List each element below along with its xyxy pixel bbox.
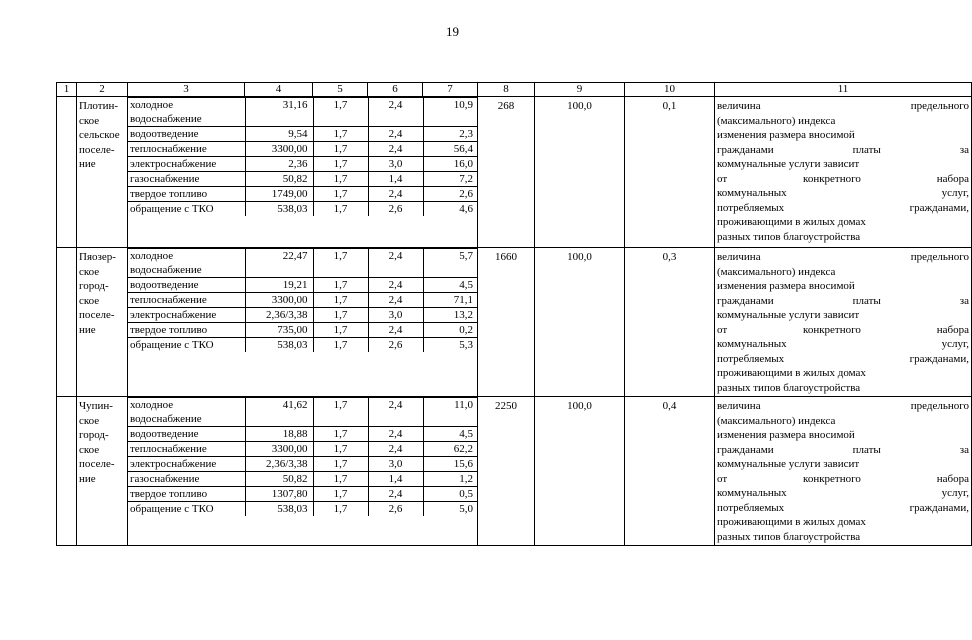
value-col5: 1,7 [313,308,368,323]
description-word: за [959,143,969,156]
value-col6: 2,4 [368,293,423,308]
service-name: твердое топливо [128,487,245,502]
description-line [717,186,969,201]
description-line [717,201,969,216]
description-line: разных типов благоустройства [717,530,861,543]
description-word: предельного [910,100,969,112]
value-col8: 2250 [478,397,535,546]
description-word: предельного [910,400,969,412]
description-word: величина [717,100,761,112]
service-row [128,323,478,338]
service-name: электроснабжение [128,308,245,323]
value-col7: 4,5 [423,278,478,293]
description-cell [715,397,972,546]
value-col6: 2,6 [368,502,423,517]
description-word: величина [717,400,761,412]
settlement-row [57,397,972,546]
description-cell [715,97,972,248]
value-col7: 5,7 [423,249,478,278]
description-line: проживающими в жилых домах [717,216,866,228]
header-cell: 1 [57,83,77,97]
value-col4: 22,47 [245,249,313,278]
service-name: обращение с ТКО [128,502,245,517]
description-line: изменения размера вносимой [717,429,855,441]
header-cell: 3 [128,83,245,97]
description-word: от [717,472,728,485]
value-col7: 1,2 [423,472,478,487]
value-col4: 1307,80 [245,487,313,502]
settlement-name: Чупин- ское город- ское поселе- ние [79,400,115,485]
description-line [717,143,969,158]
value-col4: 1749,00 [245,187,313,202]
service-name: твердое топливо [128,187,245,202]
value-col9: 100,0 [535,397,625,546]
value-col7: 71,1 [423,293,478,308]
value-col5: 1,7 [313,442,368,457]
description-line [717,486,969,501]
value-col4: 50,82 [245,172,313,187]
description-word: гражданами [717,443,774,456]
value-col6: 3,0 [368,457,423,472]
description-word: конкретного [803,172,861,185]
value-col7: 5,3 [423,338,478,353]
header-cell: 8 [478,83,535,97]
settlement-name-cell [77,248,128,397]
description-line: (максимального) индекса [717,265,836,278]
value-col5: 1,7 [313,127,368,142]
header-cell: 10 [625,83,715,97]
value-col4: 2,36/3,38 [245,308,313,323]
description-word: гражданами, [909,352,969,365]
value-col5: 1,7 [313,249,368,278]
value-col4: 31,16 [245,98,313,127]
value-col7: 56,4 [423,142,478,157]
description-line: коммунальные услуги зависит [717,458,860,470]
service-name: обращение с ТКО [128,338,245,353]
service-row [128,398,478,427]
value-col6: 2,4 [368,187,423,202]
service-row [128,98,478,127]
description-word: потребляемых [717,501,785,514]
services-table [128,248,478,352]
value-col4: 19,21 [245,278,313,293]
value-col10: 0,3 [625,248,715,397]
value-col5: 1,7 [313,293,368,308]
value-col6: 1,4 [368,472,423,487]
value-col7: 11,0 [423,398,478,427]
value-col4: 3300,00 [245,142,313,157]
row-number-cell [57,97,77,248]
service-row [128,457,478,472]
value-col6: 2,4 [368,398,423,427]
header-cell: 2 [77,83,128,97]
value-col7: 15,6 [423,457,478,472]
service-row [128,187,478,202]
value-col5: 1,7 [313,172,368,187]
value-col10: 0,4 [625,397,715,546]
description-line: коммунальные услуги зависит [717,158,860,170]
value-col6: 3,0 [368,308,423,323]
description-line: проживающими в жилых домах [717,367,866,379]
description-word: гражданами [717,143,774,156]
value-col6: 2,4 [368,323,423,338]
description-line [717,472,969,487]
value-col5: 1,7 [313,472,368,487]
value-col5: 1,7 [313,278,368,293]
value-col5: 1,7 [313,338,368,353]
description-word: набора [936,472,969,485]
value-col5: 1,7 [313,502,368,517]
description-word: коммунальных [717,338,787,350]
value-col7: 62,2 [423,442,478,457]
service-name: водоотведение [128,427,245,442]
value-col6: 2,4 [368,278,423,293]
value-col4: 2,36/3,38 [245,457,313,472]
value-col5: 1,7 [313,323,368,338]
description-line: разных типов благоустройства [717,230,861,243]
row-number-cell [57,248,77,397]
page-number: 19 [446,24,459,39]
description-word: гражданами, [909,501,969,514]
value-col4: 18,88 [245,427,313,442]
services-table [128,97,478,216]
service-row [128,249,478,278]
service-name: холодное водоснабжение [128,98,245,127]
settlement-row [57,248,972,397]
service-row [128,487,478,502]
value-col7: 10,9 [423,98,478,127]
description-word: потребляемых [717,352,785,365]
value-col8: 1660 [478,248,535,397]
description-line [717,172,969,187]
description-line: коммунальные услуги зависит [717,309,860,321]
description-word: коммунальных [717,487,787,499]
header-cell: 11 [715,83,972,97]
value-col6: 2,6 [368,338,423,353]
value-col7: 2,3 [423,127,478,142]
value-col5: 1,7 [313,457,368,472]
service-row [128,442,478,457]
header-cell: 9 [535,83,625,97]
description-line: изменения размера вносимой [717,129,855,141]
service-name: холодное водоснабжение [128,398,245,427]
service-name: электроснабжение [128,457,245,472]
description-line [717,399,969,414]
value-col5: 1,7 [313,202,368,217]
value-col7: 13,2 [423,308,478,323]
value-col5: 1,7 [313,398,368,427]
value-col5: 1,7 [313,98,368,127]
value-col10: 0,1 [625,97,715,248]
service-row [128,142,478,157]
value-col4: 538,03 [245,502,313,517]
value-col4: 3300,00 [245,442,313,457]
description-line [717,99,969,114]
services-table [128,397,478,516]
value-col6: 2,4 [368,142,423,157]
description-line: изменения размера вносимой [717,280,855,292]
service-row [128,338,478,353]
service-name: газоснабжение [128,172,245,187]
header-row [57,83,972,97]
service-row [128,427,478,442]
description-word: набора [936,172,969,185]
description-word: набора [936,323,969,336]
value-col4: 41,62 [245,398,313,427]
description-word: платы [852,443,881,456]
header-cell: 7 [423,83,478,97]
value-col9: 100,0 [535,248,625,397]
value-col7: 0,2 [423,323,478,338]
description-word: за [959,294,969,307]
settlement-name-cell [77,397,128,546]
service-row [128,157,478,172]
value-col4: 3300,00 [245,293,313,308]
service-name: теплоснабжение [128,442,245,457]
service-name: электроснабжение [128,157,245,172]
value-col4: 2,36 [245,157,313,172]
description-word: платы [852,294,881,307]
description-word: от [717,323,728,336]
header-cell: 5 [313,83,368,97]
service-row [128,278,478,293]
value-col4: 538,03 [245,338,313,353]
description-word: гражданами [717,294,774,307]
description-line [717,352,969,367]
settlement-name: Плотин- ское сельское поселе- ние [79,100,120,170]
value-col6: 2,4 [368,249,423,278]
description-line [717,250,969,265]
description-line [717,294,969,309]
description-word: предельного [910,251,969,263]
service-row [128,293,478,308]
service-row [128,502,478,517]
header-cell: 4 [245,83,313,97]
service-row [128,172,478,187]
description-line [717,443,969,458]
value-col4: 735,00 [245,323,313,338]
value-col6: 2,4 [368,427,423,442]
value-col5: 1,7 [313,157,368,172]
value-col7: 0,5 [423,487,478,502]
services-cell [128,248,478,397]
description-word: от [717,172,728,185]
description-word: за [959,443,969,456]
value-col7: 5,0 [423,502,478,517]
value-col5: 1,7 [313,487,368,502]
value-col6: 2,4 [368,127,423,142]
description-line [717,501,969,516]
value-col7: 7,2 [423,172,478,187]
service-row [128,308,478,323]
services-cell [128,97,478,248]
services-cell [128,397,478,546]
value-col6: 3,0 [368,157,423,172]
value-col7: 2,6 [423,187,478,202]
settlement-row [57,97,972,248]
service-row [128,202,478,217]
description-word: услуг, [941,338,969,350]
settlement-name-cell [77,97,128,248]
header-cell: 6 [368,83,423,97]
settlement-name: Пяозер- ское город- ское поселе- ние [79,251,116,336]
service-name: теплоснабжение [128,142,245,157]
value-col6: 2,4 [368,98,423,127]
description-line: (максимального) индекса [717,414,836,427]
value-col7: 16,0 [423,157,478,172]
value-col6: 2,6 [368,202,423,217]
description-cell [715,248,972,397]
value-col9: 100,0 [535,97,625,248]
service-name: теплоснабжение [128,293,245,308]
value-col5: 1,7 [313,427,368,442]
value-col5: 1,7 [313,187,368,202]
description-line: (максимального) индекса [717,114,836,127]
value-col4: 538,03 [245,202,313,217]
service-row [128,127,478,142]
value-col5: 1,7 [313,142,368,157]
description-line [717,323,969,338]
service-name: водоотведение [128,127,245,142]
description-line: проживающими в жилых домах [717,516,866,528]
service-name: твердое топливо [128,323,245,338]
service-name: газоснабжение [128,472,245,487]
row-number-cell [57,397,77,546]
description-line [717,337,969,352]
description-word: конкретного [803,323,861,336]
description-word: коммунальных [717,187,787,199]
tariff-table [56,82,972,546]
service-row [128,472,478,487]
service-name: холодное водоснабжение [128,249,245,278]
value-col7: 4,5 [423,427,478,442]
description-line: разных типов благоустройства [717,381,861,394]
description-word: величина [717,251,761,263]
value-col4: 50,82 [245,472,313,487]
description-word: потребляемых [717,201,785,214]
value-col6: 2,4 [368,487,423,502]
value-col8: 268 [478,97,535,248]
value-col6: 2,4 [368,442,423,457]
description-word: услуг, [941,487,969,499]
value-col4: 9,54 [245,127,313,142]
value-col6: 1,4 [368,172,423,187]
description-word: конкретного [803,472,861,485]
description-word: гражданами, [909,201,969,214]
description-word: услуг, [941,187,969,199]
description-word: платы [852,143,881,156]
value-col7: 4,6 [423,202,478,217]
service-name: водоотведение [128,278,245,293]
service-name: обращение с ТКО [128,202,245,217]
